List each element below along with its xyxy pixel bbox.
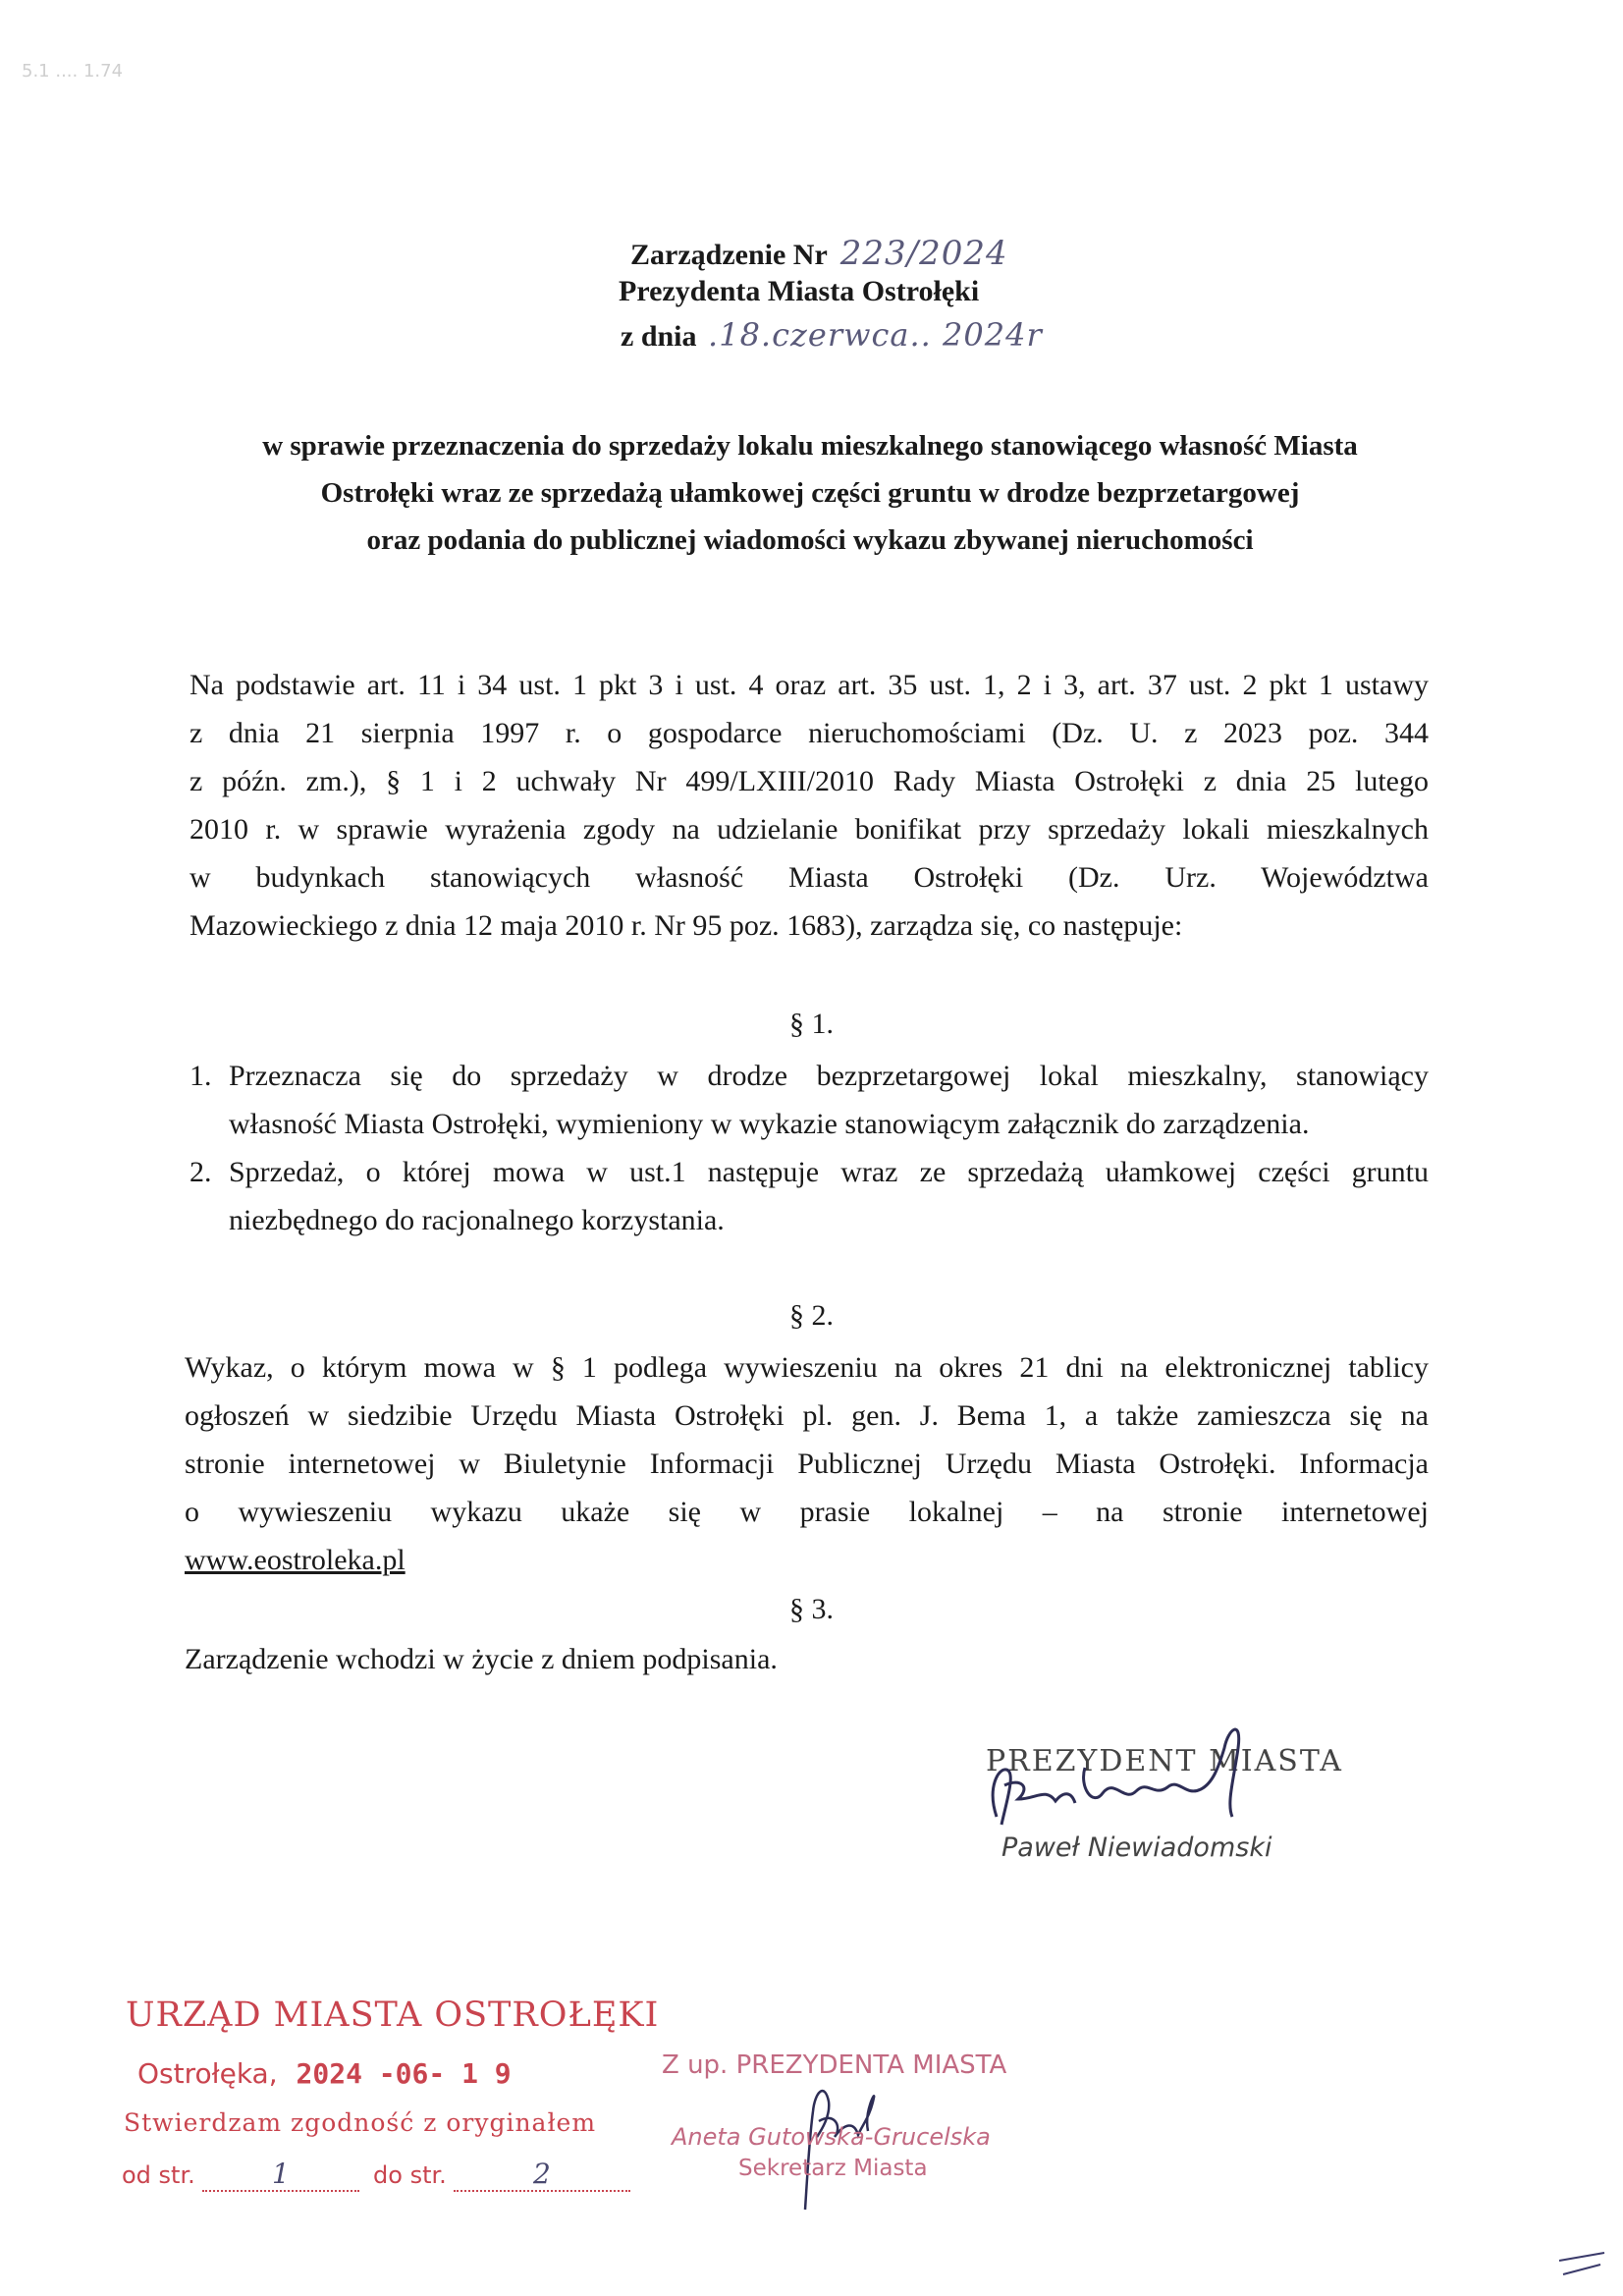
issuer: Prezydenta Miasta Ostrołęki (619, 275, 980, 307)
secretary-stamp-authorization: Z up. PREZYDENTA MIASTA (662, 2050, 1007, 2080)
point-line: własność Miasta Ostrołęki, wymieniony w wykazie stanowiącym załącznik do zarządzenia. (229, 1108, 1310, 1140)
section-2-line: ogłoszeń w siedzibie Urzędu Miasta Ostrołęki pl. gen. J. Bema 1, a także zamieszcza się na (185, 1399, 1429, 1432)
section-1-heading: § 1. (789, 1008, 834, 1040)
subject (157, 422, 1463, 564)
office-stamp-date-line (137, 2057, 512, 2090)
office-stamp-city: Ostrołęka, (137, 2057, 278, 2090)
website-link[interactable]: www.eostroleka.pl (185, 1544, 406, 1576)
corner-mark: 5.1 .... 1.74 (22, 61, 124, 82)
secretary-stamp-name: Aneta Gutowska-Grucelska (672, 2123, 991, 2151)
preamble-line: w budynkach stanowiących własność Miasta Ostrołęki (Dz. Urz. Województwa (189, 861, 1429, 894)
section-1-point (189, 1148, 1429, 1244)
office-stamp-certify: Stwierdzam zgodność z oryginałem (124, 2108, 597, 2137)
point-line: Sprzedaż, o której mowa w ust.1 następuje wraz ze sprzedażą ułamkowej części gruntu (229, 1156, 1429, 1188)
section-2-line: o wywieszeniu wykazu ukaże się w prasie lokalnej – na stronie internetowej (185, 1496, 1429, 1528)
preamble-line: Na podstawie art. 11 i 34 ust. 1 pkt 3 i ust. 4 oraz art. 35 ust. 1, 2 i 3, art. 37 ust. 2 pkt 1 ustawy (189, 669, 1429, 701)
section-2-heading: § 2. (789, 1299, 834, 1332)
section-1-point (189, 1052, 1429, 1148)
section-3-heading: § 3. (789, 1593, 834, 1625)
preamble-line: z dnia 21 sierpnia 1997 r. o gospodarce nieruchomościami (Dz. U. z 2023 poz. 344 (189, 717, 1429, 749)
document-number-handwritten: 223/2024 (839, 234, 1008, 273)
document-date-label: z dnia (621, 320, 697, 353)
point-line: Przeznacza się do sprzedaży w drodze bezprzetargowej lokal mieszkalny, stanowiący (229, 1060, 1429, 1092)
document-number-label: Zarządzenie Nr (630, 239, 828, 271)
pages-from-value: 1 (271, 2158, 291, 2190)
secretary-stamp-role: Sekretarz Miasta (738, 2156, 928, 2181)
pen-mark (1553, 2249, 1612, 2278)
section-2-body (185, 1343, 1429, 1584)
pages-to-label: do str. (373, 2161, 447, 2189)
office-stamp-title: URZĄD MIASTA OSTROŁĘKI (126, 1995, 660, 2035)
subject-line: oraz podania do publicznej wiadomości wykazu zbywanej nieruchomości (366, 524, 1254, 556)
document-date-handwritten: .18.czerwca.. 2024r (708, 316, 1043, 354)
preamble (189, 661, 1429, 950)
preamble-line: z późn. zm.), § 1 i 2 uchwały Nr 499/LXIII/2010 Rady Miasta Ostrołęki z dnia 25 lutego (189, 765, 1429, 797)
section-3-text: Zarządzenie wchodzi w życie z dniem podpisania. (185, 1643, 778, 1675)
point-number: 1. (189, 1060, 212, 1092)
signature-name: Paweł Niewiadomski (1001, 1832, 1272, 1863)
section-1-body (189, 1052, 1429, 1244)
section-2-link-line (185, 1536, 1429, 1584)
point-number: 2. (189, 1156, 212, 1188)
point-line: niezbędnego do racjonalnego korzystania. (229, 1204, 725, 1236)
office-stamp-pages (122, 2158, 630, 2192)
subject-line: w sprawie przeznaczenia do sprzedaży lokalu mieszkalnego stanowiącego własność Miasta (262, 430, 1358, 462)
signature-title: PREZYDENT MIASTA (986, 1744, 1343, 1778)
mayor-signature (977, 1709, 1301, 1846)
section-2-line: Wykaz, o którym mowa w § 1 podlega wywieszeniu na okres 21 dni na elektronicznej tablicy (185, 1351, 1429, 1384)
document-number (630, 234, 1008, 273)
document-date (621, 316, 1043, 354)
preamble-line: 2010 r. w sprawie wyrażenia zgody na udzielanie bonifikat przy sprzedaży lokali mieszkalnych (189, 813, 1429, 846)
office-stamp-date: 2024 -06- 1 9 (296, 2057, 512, 2090)
subject-line: Ostrołęki wraz ze sprzedażą ułamkowej części gruntu w drodze bezprzetargowej (320, 477, 1300, 509)
pages-from-label: od str. (122, 2161, 195, 2189)
section-2-line: stronie internetowej w Biuletynie Informacji Publicznej Urzędu Miasta Ostrołęki. Informacja (185, 1448, 1429, 1480)
pages-to-value: 2 (533, 2158, 552, 2190)
pages-from-field (202, 2158, 359, 2192)
pages-to-field (454, 2158, 630, 2192)
preamble-line: Mazowieckiego z dnia 12 maja 2010 r. Nr 95 poz. 1683), zarządza się, co następuje: (189, 909, 1183, 942)
